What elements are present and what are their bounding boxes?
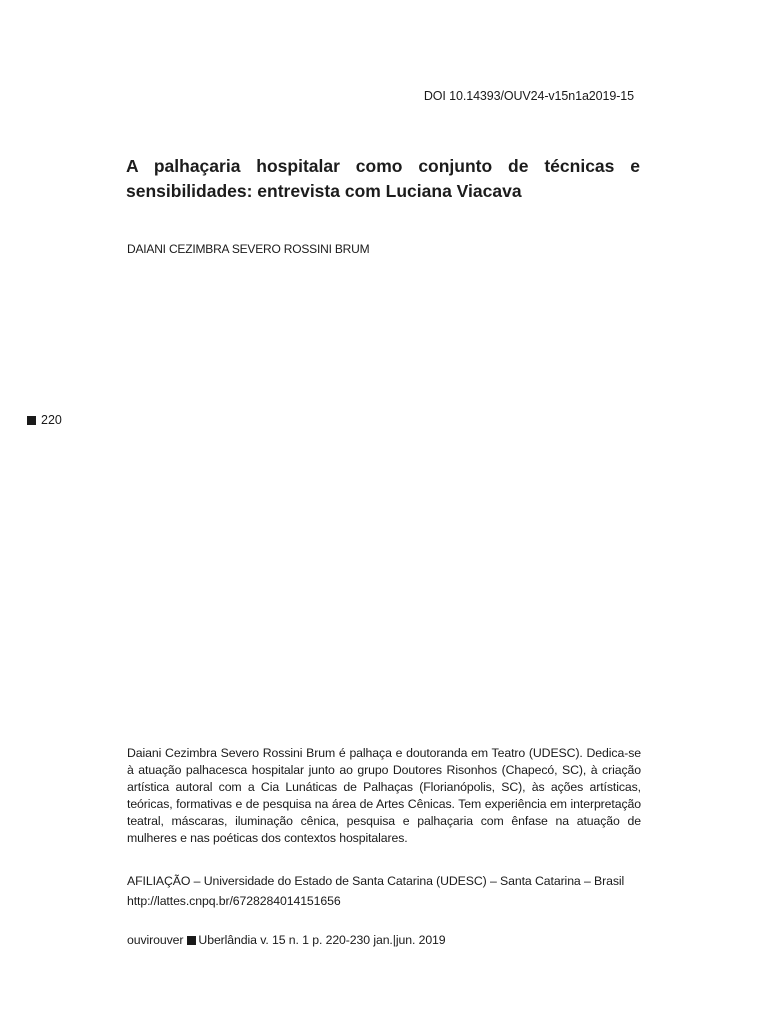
journal-citation: Uberlândia v. 15 n. 1 p. 220-230 jan.|jun. 2019 bbox=[198, 933, 446, 947]
journal-name: ouvirouver bbox=[127, 933, 184, 947]
page-number-text: 220 bbox=[41, 413, 62, 427]
author-bio: Daiani Cezimbra Severo Rossini Brum é palhaça e doutoranda em Teatro (UDESC). Dedica-se à atuação palhacesca hospitalar junto ao grupo Doutores Risonhos (Chapecó, SC), à criação artística autoral com a Cia Lunáticas de Palhaças (Florianópolis, SC), às ações artísticas, teóricas, formativas e de pesquisa na área de Artes Cênicas. Tem experiência em interpretação teatral, máscaras, iluminação cênica, pesquisa e palhaçaria com ênfase na atuação de mulheres e nas poéticas dos contextos hospitalares. bbox=[127, 746, 641, 846]
square-bullet-icon bbox=[187, 936, 196, 945]
journal-footer bbox=[127, 933, 446, 947]
lattes-link[interactable]: http://lattes.cnpq.br/6728284014151656 bbox=[127, 894, 341, 908]
page-number bbox=[27, 413, 62, 427]
affiliation-text: AFILIAÇÃO – Universidade do Estado de Santa Catarina (UDESC) – Santa Catarina – Brasil bbox=[127, 874, 625, 888]
square-bullet-icon bbox=[27, 416, 36, 425]
doi-text: DOI 10.14393/OUV24-v15n1a2019-15 bbox=[423, 89, 634, 103]
author-name: DAIANI CEZIMBRA SEVERO ROSSINI BRUM bbox=[127, 242, 370, 256]
article-title: A palhaçaria hospitalar como conjunto de técnicas e sensibilidades: entrevista com Luciana Viacava bbox=[126, 156, 640, 201]
